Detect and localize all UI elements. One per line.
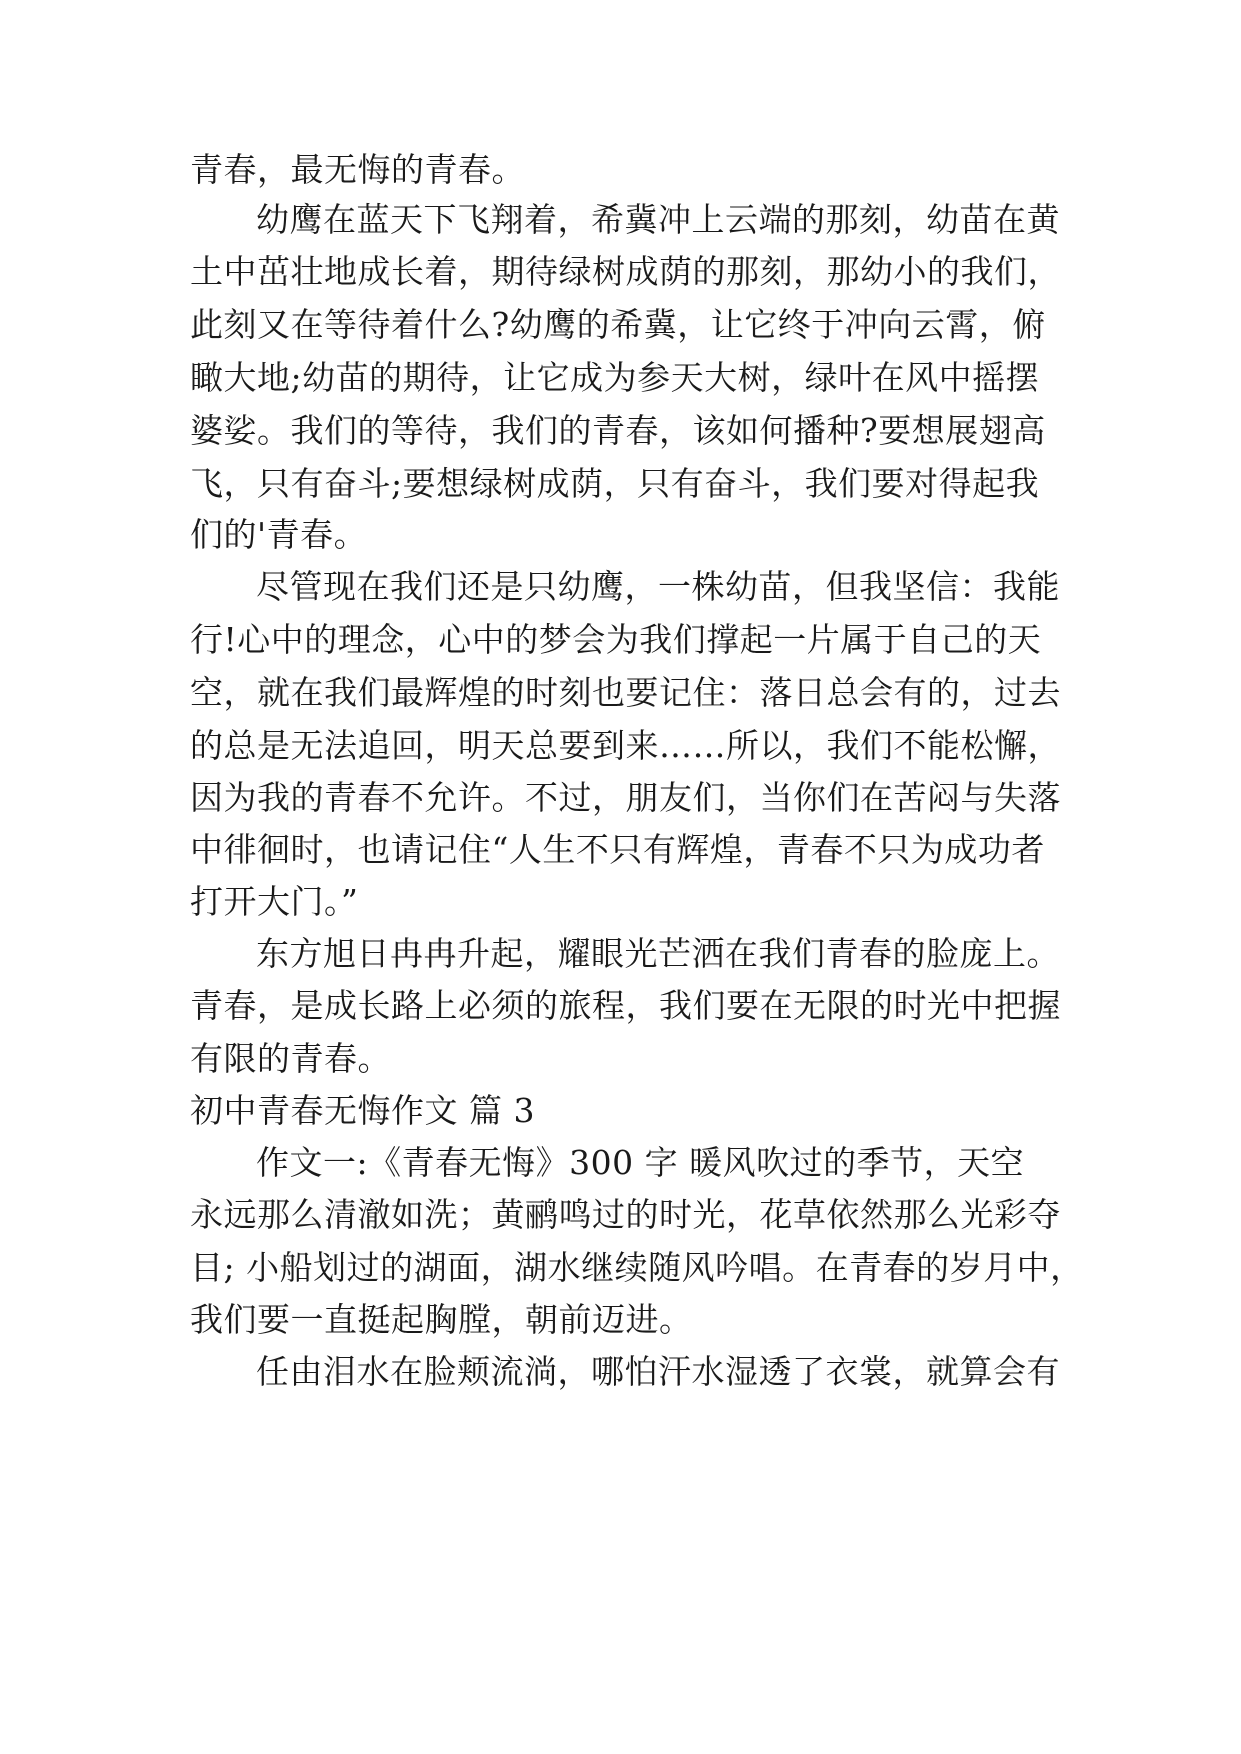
text-line: 尽管现在我们还是只幼鹰，一株幼苗，但我坚信：我能 (256, 567, 1060, 606)
text-line: 飞，只有奋斗;要想绿树成荫，只有奋斗，我们要对得起我 (190, 464, 1040, 503)
text-line: 幼鹰在蓝天下飞翔着，希冀冲上云端的那刻，幼苗在黄 (256, 200, 1060, 239)
text-line: 婆娑。我们的等待，我们的青春，该如何播种?要想展翅高 (190, 411, 1046, 450)
text-line: 永远那么清澈如洗；黄鹂鸣过的时光，花草依然那么光彩夺 (190, 1195, 1061, 1234)
text-line: 们的'青春。 (190, 515, 368, 554)
text-line: 土中茁壮地成长着，期待绿树成荫的那刻，那幼小的我们， (190, 252, 1061, 291)
text-line: 东方旭日冉冉升起，耀眼光芒洒在我们青春的脸庞上。 (256, 934, 1060, 973)
text-line: 此刻又在等待着什么?幼鹰的希冀，让它终于冲向云霄，俯 (190, 305, 1046, 344)
text-line: 作文一:《青春无悔》300 字 暖风吹过的季节，天空 (256, 1143, 1025, 1182)
text-line: 行!心中的理念，心中的梦会为我们撑起一片属于自己的天 (190, 620, 1042, 659)
text-line: 目; 小船划过的湖面，湖水继续随风吟唱。在青春的岁月中， (190, 1248, 1084, 1287)
text-line: 青春，最无悔的青春。 (190, 150, 525, 189)
text-line: 中徘徊时，也请记住“人生不只有辉煌，青春不只为成功者 (190, 830, 1045, 869)
text-line: 的总是无法追回，明天总要到来……所以，我们不能松懈， (190, 726, 1061, 765)
text-line: 打开大门。” (190, 882, 359, 921)
text-line: 瞰大地;幼苗的期待，让它成为参天大树，绿叶在风中摇摆 (190, 358, 1040, 397)
text-line: 任由泪水在脸颊流淌，哪怕汗水湿透了衣裳，就算会有 (256, 1352, 1060, 1391)
text-line: 空，就在我们最辉煌的时刻也要记住：落日总会有的，过去 (190, 673, 1061, 712)
text-line: 我们要一直挺起胸膛，朝前迈进。 (190, 1300, 693, 1339)
text-line: 因为我的青春不允许。不过，朋友们，当你们在苦闷与失落 (190, 778, 1061, 817)
text-line: 青春，是成长路上必须的旅程，我们要在无限的时光中把握 (190, 986, 1061, 1025)
section-heading: 初中青春无悔作文 篇 3 (190, 1091, 535, 1130)
text-line: 有限的青春。 (190, 1039, 391, 1078)
